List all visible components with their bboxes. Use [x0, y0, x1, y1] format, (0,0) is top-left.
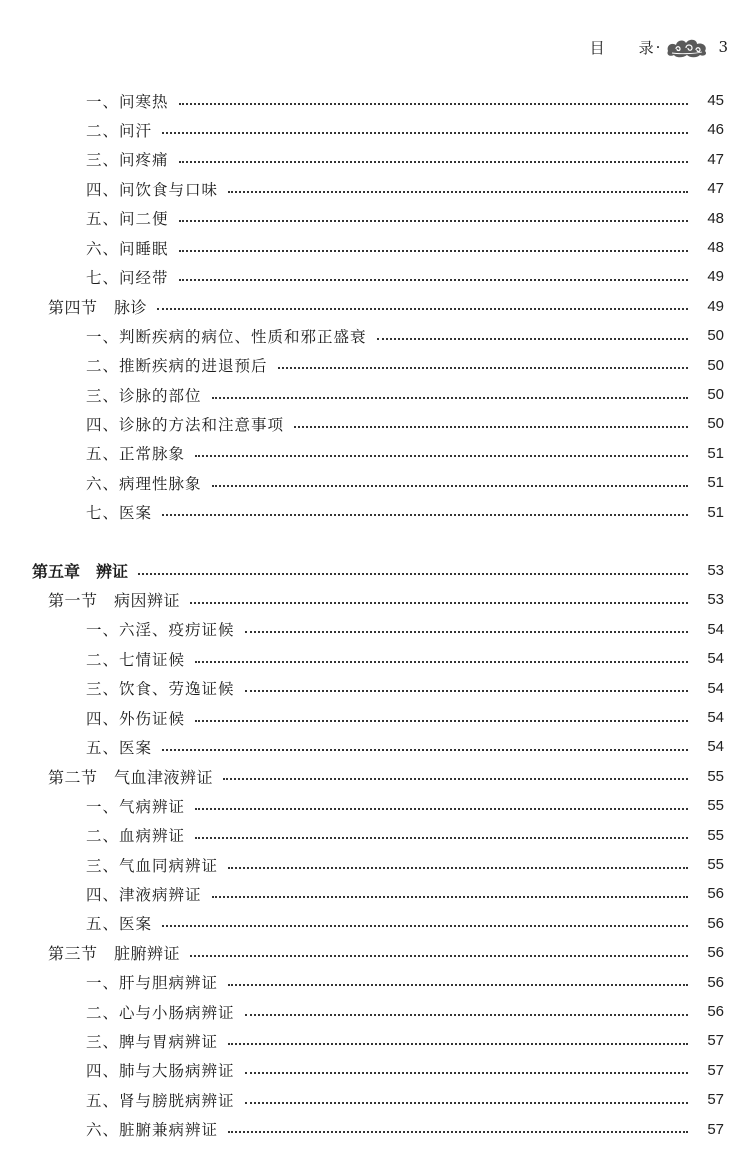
- toc-entry-label: 第三节 脏腑辨证: [48, 944, 181, 964]
- toc-entry-page-number: 54: [707, 679, 724, 697]
- toc-entry-item[interactable]: [0, 204, 750, 233]
- toc-entry-label: 四、外伤证候: [86, 709, 186, 728]
- toc-entry-page-number: 48: [707, 209, 724, 227]
- toc-entry-label: 二、推断疾病的进退预后: [86, 357, 268, 376]
- dot-leader: [377, 338, 688, 340]
- dot-leader: [162, 925, 688, 927]
- dot-leader: [245, 631, 688, 633]
- toc-entry-label: 第二节 气血津液辨证: [48, 767, 214, 787]
- toc-entry-page-number: 45: [707, 92, 724, 109]
- toc-entry-item[interactable]: [0, 1085, 750, 1114]
- toc-entry-page-number: 46: [707, 121, 724, 139]
- toc-entry-page-number: 54: [707, 650, 724, 668]
- dot-leader: [228, 1131, 688, 1133]
- dot-leader: [195, 455, 688, 457]
- header-dot: ·: [655, 38, 661, 56]
- toc-entry-page-number: 55: [707, 797, 724, 815]
- dot-leader: [190, 955, 688, 957]
- dot-leader: [212, 896, 688, 898]
- toc-entry-page-number: 51: [707, 474, 724, 492]
- dot-leader: [245, 690, 688, 692]
- toc-entry-page-number: 57: [707, 1120, 724, 1138]
- toc-entry-item[interactable]: [0, 615, 750, 644]
- toc-entry-label: 四、诊脉的方法和注意事项: [86, 415, 285, 434]
- toc-entry-item[interactable]: [0, 468, 750, 497]
- toc-entry-item[interactable]: [0, 968, 750, 997]
- toc-entry-item[interactable]: [0, 1026, 750, 1055]
- toc-entry-item[interactable]: [0, 791, 750, 820]
- toc-entry-label: 四、问饮食与口味: [86, 180, 219, 199]
- toc-entry-label: 三、脾与胃病辨证: [86, 1032, 219, 1051]
- toc-entry-label: 四、肺与大肠病辨证: [86, 1062, 235, 1081]
- toc-entry-page-number: 57: [707, 1091, 724, 1109]
- dot-leader: [212, 397, 688, 399]
- toc-entry-page-number: 54: [707, 620, 724, 638]
- toc-entry-item[interactable]: [0, 997, 750, 1026]
- chapter-title: 辨证: [96, 562, 129, 581]
- toc-entry-label: 二、问汗: [86, 121, 153, 140]
- toc-entry-item[interactable]: [0, 380, 750, 409]
- toc-entry-item[interactable]: [0, 644, 750, 673]
- toc-entry-label: 二、七情证候: [86, 650, 186, 669]
- toc-entry-label: 一、判断疾病的病位、性质和邪正盛衰: [86, 327, 367, 346]
- toc-entry-label: 一、肝与胆病辨证: [86, 974, 219, 993]
- toc-entry-label: 第一节 病因辨证: [48, 591, 181, 611]
- toc-entry-label: 七、问经带: [86, 268, 169, 287]
- toc-entry-item[interactable]: [0, 703, 750, 732]
- toc-entry-item[interactable]: [0, 1115, 750, 1144]
- toc-entry-page-number: 49: [707, 297, 724, 315]
- toc-entry-label: 三、气血同病辨证: [86, 856, 219, 875]
- toc-entry-page-number: 47: [707, 180, 724, 198]
- toc-entry-item[interactable]: [0, 439, 750, 468]
- toc-entry-label: 一、气病辨证: [86, 797, 186, 816]
- toc-entry-label: 五、正常脉象: [86, 445, 186, 464]
- dot-leader: [179, 250, 688, 252]
- toc-entry-item[interactable]: [0, 262, 750, 291]
- dot-leader: [212, 485, 688, 487]
- dot-leader: [228, 984, 688, 986]
- toc-entry-page-number: 50: [707, 356, 724, 374]
- toc-entry-page-number: 57: [707, 1061, 724, 1079]
- header-title-char-2: 录: [638, 38, 654, 57]
- dot-leader: [179, 161, 688, 163]
- toc-entry-page-number: 47: [707, 150, 724, 168]
- dot-leader: [228, 867, 688, 869]
- toc-entry-label: 一、六淫、疫疠证候: [86, 621, 235, 640]
- toc-entry-section[interactable]: [0, 938, 750, 967]
- dot-leader: [179, 220, 688, 222]
- dot-leader: [278, 367, 688, 369]
- toc-entry-item[interactable]: [0, 145, 750, 174]
- toc-entry-page-number: 54: [707, 738, 724, 756]
- toc-entry-label: 七、医案: [86, 504, 153, 523]
- toc-entry-page-number: 57: [707, 1032, 724, 1050]
- dot-leader: [245, 1014, 688, 1016]
- header-page-number: 3: [718, 38, 728, 56]
- toc-entry-section[interactable]: [0, 585, 750, 614]
- toc-entry-page-number: 56: [707, 914, 724, 932]
- toc-entry-item[interactable]: [0, 409, 750, 438]
- toc-entry-label: 一、问寒热: [86, 92, 169, 111]
- toc-entry-label: 第四节 脉诊: [48, 297, 148, 317]
- toc-entry-page-number: 48: [707, 239, 724, 256]
- toc-entry-label: 二、心与小肠病辨证: [86, 1003, 235, 1022]
- toc-entry-label: 五、肾与膀胱病辨证: [86, 1091, 235, 1110]
- toc-entry-item[interactable]: [0, 233, 750, 262]
- toc-entry-page-number: 56: [707, 1003, 724, 1020]
- toc-entry-item[interactable]: [0, 879, 750, 908]
- dot-leader: [245, 1072, 688, 1074]
- toc-entry-label: 六、脏腑兼病辨证: [86, 1121, 219, 1140]
- dot-leader: [195, 720, 688, 722]
- toc-entry-item[interactable]: [0, 1056, 750, 1085]
- toc-entry-label: 三、问疼痛: [86, 151, 169, 170]
- toc-entry-label: 六、病理性脉象: [86, 474, 202, 493]
- dot-leader: [228, 191, 688, 193]
- dot-leader: [294, 426, 688, 428]
- toc-entry-page-number: 55: [707, 826, 724, 844]
- toc-entry-item[interactable]: [0, 732, 750, 761]
- toc-entry-label: 五、医案: [86, 738, 153, 757]
- toc-entry-item[interactable]: [0, 850, 750, 879]
- toc-entry-page-number: 50: [707, 386, 724, 403]
- dot-leader: [195, 808, 688, 810]
- dot-leader: [223, 778, 688, 780]
- toc-entry-chapter[interactable]: [0, 556, 750, 585]
- toc-entry-item[interactable]: [0, 821, 750, 850]
- toc-entry-page-number: 56: [707, 973, 724, 991]
- toc-entry-section[interactable]: [0, 292, 750, 321]
- toc-entry-page-number: 53: [707, 591, 724, 609]
- toc-entry-page-number: 53: [707, 562, 724, 579]
- dot-leader: [195, 837, 688, 839]
- toc-entry-item[interactable]: [0, 86, 750, 115]
- toc-entry-label: 四、津液病辨证: [86, 885, 202, 904]
- dot-leader: [157, 308, 688, 310]
- toc-entry-label: [0, 559, 128, 582]
- toc-entry-page-number: 51: [707, 503, 724, 521]
- toc-entry-page-number: 51: [707, 444, 724, 462]
- dot-leader: [179, 279, 688, 281]
- header-title: [590, 37, 654, 58]
- toc-entry-label: 二、血病辨证: [86, 827, 186, 846]
- toc-entry-item[interactable]: [0, 115, 750, 144]
- dot-leader: [179, 103, 688, 105]
- toc-entry-page-number: 50: [707, 415, 724, 433]
- toc-entry-label: 三、饮食、劳逸证候: [86, 680, 235, 699]
- toc-entry-page-number: 54: [707, 709, 724, 726]
- dot-leader: [228, 1043, 688, 1045]
- dot-leader: [190, 602, 688, 604]
- cloud-ornament-icon: [664, 34, 710, 60]
- toc-entry-item[interactable]: [0, 674, 750, 703]
- toc-entry-item[interactable]: [0, 909, 750, 938]
- toc-entry-page-number: 49: [707, 268, 724, 286]
- running-header: [590, 30, 728, 64]
- toc-entry-label: 五、医案: [86, 915, 153, 934]
- toc-entry-label: 五、问二便: [86, 210, 169, 229]
- header-title-char-1: 目: [589, 38, 605, 57]
- toc-entry-page-number: 56: [707, 885, 724, 903]
- dot-leader: [138, 573, 688, 575]
- dot-leader: [162, 132, 688, 134]
- dot-leader: [245, 1102, 688, 1104]
- toc-entry-section[interactable]: [0, 762, 750, 791]
- toc-entry-label: 六、问睡眠: [86, 239, 169, 258]
- toc-entry-item[interactable]: [0, 174, 750, 203]
- toc-entry-item[interactable]: [0, 321, 750, 350]
- toc-entry-page-number: 55: [707, 767, 724, 785]
- toc-entry-page-number: 55: [707, 856, 724, 873]
- toc-entry-page-number: 50: [707, 327, 724, 345]
- dot-leader: [162, 514, 688, 516]
- dot-leader: [162, 749, 688, 751]
- toc-entry-label: 三、诊脉的部位: [86, 386, 202, 405]
- chapter-number: 第五章: [32, 562, 81, 581]
- toc-entry-item[interactable]: [0, 351, 750, 380]
- dot-leader: [195, 661, 688, 663]
- toc-entry-item[interactable]: [0, 498, 750, 527]
- toc-entry-page-number: 56: [707, 944, 724, 962]
